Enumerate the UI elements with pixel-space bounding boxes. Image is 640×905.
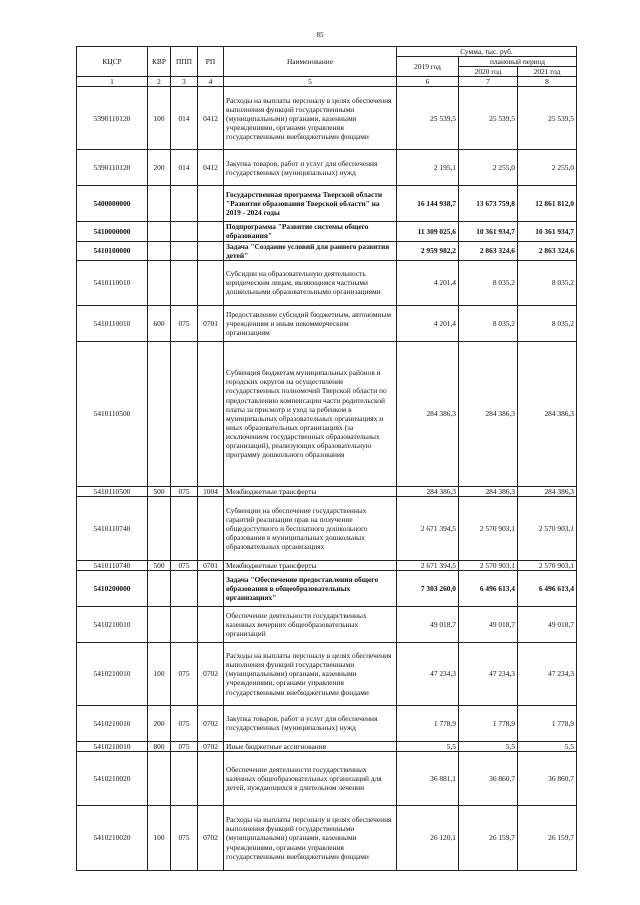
cell-sum-2020: 13 673 759,8 (459, 186, 518, 222)
cell-kvr: 200 (148, 705, 171, 741)
cell-name: Расходы на выплаты персоналу в целях обеспечения выполнения функций государственными (муниципальными) органами, казенными учреждениями, органами управления государственными внебюджетными фондами (224, 806, 397, 871)
cell-sum-2019: 284 386,3 (397, 486, 459, 496)
header-num: 7 (459, 77, 518, 87)
cell-rp (198, 752, 224, 806)
cell-name: Государственная программа Тверской области "Развитие образования Тверской области" на 2019 - 2024 годы (224, 186, 397, 222)
header-kcsr: КЦСР (77, 47, 148, 77)
cell-kvr: 100 (148, 806, 171, 871)
cell-sum-2021: 26 159,7 (518, 806, 577, 871)
cell-rp (198, 241, 224, 260)
cell-ppp (171, 260, 198, 305)
page-number: 85 (316, 31, 324, 39)
cell-sum-2020: 5,5 (459, 741, 518, 751)
cell-ppp (171, 752, 198, 806)
header-num: 8 (518, 77, 577, 87)
cell-sum-2020: 49 018,7 (459, 606, 518, 642)
cell-sum-2021: 2 863 324,6 (518, 241, 577, 260)
header-year-2021: 2021 год (518, 67, 577, 77)
cell-name: Подпрограмма "Развитие системы общего образования" (224, 222, 397, 241)
cell-rp: 0702 (198, 806, 224, 871)
cell-kcsr: 5410110500 (77, 341, 148, 486)
cell-name: Предоставление субсидий бюджетным, автономным учреждениям и иным некоммерческим организациям (224, 305, 397, 341)
cell-sum-2019: 1 778,9 (397, 705, 459, 741)
cell-sum-2019: 49 018,7 (397, 606, 459, 642)
cell-kvr (148, 241, 171, 260)
cell-sum-2021: 10 361 934,7 (518, 222, 577, 241)
table-row (77, 305, 577, 341)
cell-sum-2020: 2 863 324,6 (459, 241, 518, 260)
cell-sum-2019: 2 195,1 (397, 150, 459, 186)
cell-rp: 0701 (198, 560, 224, 570)
cell-kvr (148, 496, 171, 560)
cell-kvr (148, 341, 171, 486)
cell-sum-2021: 2 570 903,1 (518, 496, 577, 560)
cell-sum-2019: 26 120,1 (397, 806, 459, 871)
table-row (77, 241, 577, 260)
table-row (77, 560, 577, 570)
cell-sum-2019: 36 881,1 (397, 752, 459, 806)
cell-sum-2020: 284 386,3 (459, 486, 518, 496)
cell-sum-2021: 12 861 812,0 (518, 186, 577, 222)
cell-name: Субсидии на образовательную деятельность юридическим лицам, являющимся частными дошкольными образовательными организациями (224, 260, 397, 305)
table-row (77, 222, 577, 241)
header-ppp: ППП (171, 47, 198, 77)
cell-rp (198, 341, 224, 486)
cell-ppp: 014 (171, 87, 198, 150)
cell-ppp: 075 (171, 305, 198, 341)
table-row (77, 752, 577, 806)
header-year-2020: 2020 год (459, 67, 518, 77)
cell-ppp: 075 (171, 642, 198, 705)
cell-sum-2021: 284 386,3 (518, 341, 577, 486)
cell-ppp (171, 186, 198, 222)
cell-rp: 0702 (198, 642, 224, 705)
cell-rp: 0412 (198, 150, 224, 186)
cell-name: Субвенция бюджетам муниципальных районов и городских округов на осуществление государственных полномочий Тверской области по предоставлению компенсации части родительской платы за присмотр и уход за ребенком в муниципальных образовательных организациях и иных образовательных организациях (за исключением государственных образовательных организаций), реализующих образовательную программу дошкольного образования (224, 341, 397, 486)
cell-rp: 0702 (198, 741, 224, 751)
cell-ppp (171, 496, 198, 560)
cell-kvr (148, 222, 171, 241)
cell-sum-2021: 6 496 613,4 (518, 570, 577, 606)
cell-kcsr: 5410210010 (77, 705, 148, 741)
cell-ppp: 075 (171, 741, 198, 751)
cell-name: Закупка товаров, работ и услуг для обеспечения государственных (муниципальных) нужд (224, 150, 397, 186)
cell-sum-2021: 36 860,7 (518, 752, 577, 806)
cell-rp (198, 222, 224, 241)
header-plan-period: плановый период (459, 57, 577, 67)
table-row (77, 741, 577, 751)
cell-sum-2019: 47 234,3 (397, 642, 459, 705)
table-row (77, 186, 577, 222)
cell-sum-2020: 8 035,2 (459, 260, 518, 305)
cell-kvr: 100 (148, 642, 171, 705)
cell-sum-2020: 284 386,3 (459, 341, 518, 486)
cell-ppp: 075 (171, 560, 198, 570)
cell-kcsr: 5410210020 (77, 752, 148, 806)
cell-ppp: 075 (171, 486, 198, 496)
cell-sum-2021: 47 234,3 (518, 642, 577, 705)
cell-kcsr: 5410110500 (77, 486, 148, 496)
cell-ppp (171, 341, 198, 486)
cell-kcsr: 5410200000 (77, 570, 148, 606)
table-row (77, 260, 577, 305)
cell-rp (198, 260, 224, 305)
cell-name: Межбюджетные трансферты (224, 560, 397, 570)
cell-name: Задача "Обеспечение предоставления общего образования в общеобразовательных организациях" (224, 570, 397, 606)
cell-name: Иные бюджетные ассигнования (224, 741, 397, 751)
cell-rp: 0412 (198, 87, 224, 150)
cell-rp: 1004 (198, 486, 224, 496)
cell-ppp: 014 (171, 150, 198, 186)
cell-sum-2021: 2 255,0 (518, 150, 577, 186)
cell-kvr (148, 570, 171, 606)
cell-rp: 0701 (198, 305, 224, 341)
header-kvr: КВР (148, 47, 171, 77)
cell-kvr: 200 (148, 150, 171, 186)
cell-ppp (171, 606, 198, 642)
header-year-2019: 2019 год (397, 57, 459, 77)
cell-kcsr: 5410110740 (77, 560, 148, 570)
cell-sum-2020: 1 778,9 (459, 705, 518, 741)
cell-sum-2020: 26 159,7 (459, 806, 518, 871)
cell-sum-2020: 36 860,7 (459, 752, 518, 806)
cell-kcsr: 5410100000 (77, 241, 148, 260)
cell-name: Задача "Создание условий для раннего развития детей" (224, 241, 397, 260)
cell-sum-2021: 49 018,7 (518, 606, 577, 642)
table-row (77, 496, 577, 560)
cell-ppp (171, 570, 198, 606)
cell-kvr: 800 (148, 741, 171, 751)
cell-rp (198, 606, 224, 642)
cell-sum-2019: 2 959 982,2 (397, 241, 459, 260)
cell-sum-2021: 1 778,9 (518, 705, 577, 741)
cell-ppp (171, 241, 198, 260)
table-row (77, 606, 577, 642)
cell-sum-2019: 25 539,5 (397, 87, 459, 150)
cell-kvr: 500 (148, 486, 171, 496)
cell-sum-2019: 16 144 938,7 (397, 186, 459, 222)
cell-name: Расходы на выплаты персоналу в целях обеспечения выполнения функций государственными (муниципальными) органами, казенными учреждениями, органами управления государственными внебюджетными фондами (224, 87, 397, 150)
cell-kcsr: 5410000000 (77, 222, 148, 241)
cell-name: Расходы на выплаты персоналу в целях обеспечения выполнения функций государственными (муниципальными) органами, казенными учреждениями, органами управления государственными внебюджетными фондами (224, 642, 397, 705)
table-body (77, 87, 577, 871)
cell-sum-2020: 8 035,2 (459, 305, 518, 341)
cell-kvr (148, 606, 171, 642)
header-num: 4 (198, 77, 224, 87)
header-sum: Сумма, тыс. руб. (397, 47, 577, 57)
cell-sum-2021: 8 035,2 (518, 260, 577, 305)
cell-sum-2021: 8 035,2 (518, 305, 577, 341)
header-num: 2 (148, 77, 171, 87)
cell-sum-2020: 2 570 903,1 (459, 560, 518, 570)
cell-sum-2019: 4 201,4 (397, 260, 459, 305)
header-name: Наименование (224, 47, 397, 77)
cell-kcsr: 5410210010 (77, 741, 148, 751)
table-row (77, 150, 577, 186)
cell-rp: 0702 (198, 705, 224, 741)
cell-sum-2020: 25 539,5 (459, 87, 518, 150)
cell-kvr (148, 186, 171, 222)
cell-kcsr: 5410110010 (77, 260, 148, 305)
cell-name: Субвенции на обеспечение государственных гарантий реализации прав на получение общедоступного и бесплатного дошкольного образования в муниципальных дошкольных образовательных организациях (224, 496, 397, 560)
cell-sum-2020: 10 361 934,7 (459, 222, 518, 241)
cell-name: Обеспечение деятельности государственных казенных общеобразовательных организаций для детей, нуждающихся в длительном лечении (224, 752, 397, 806)
cell-sum-2019: 4 201,4 (397, 305, 459, 341)
header-num: 6 (397, 77, 459, 87)
cell-sum-2019: 5,5 (397, 741, 459, 751)
cell-sum-2020: 47 234,3 (459, 642, 518, 705)
cell-sum-2019: 284 386,3 (397, 341, 459, 486)
cell-ppp: 075 (171, 705, 198, 741)
cell-kcsr: 5410210010 (77, 606, 148, 642)
cell-kvr: 500 (148, 560, 171, 570)
table-row (77, 642, 577, 705)
cell-kvr (148, 260, 171, 305)
header-rp: РП (198, 47, 224, 77)
table-row (77, 570, 577, 606)
cell-kcsr: 5410110010 (77, 305, 148, 341)
table-row (77, 705, 577, 741)
table-row (77, 806, 577, 871)
table-row (77, 486, 577, 496)
cell-sum-2019: 2 671 394,5 (397, 560, 459, 570)
cell-ppp: 075 (171, 806, 198, 871)
cell-sum-2020: 6 496 613,4 (459, 570, 518, 606)
cell-name: Закупка товаров, работ и услуг для обеспечения государственных (муниципальных) нужд (224, 705, 397, 741)
cell-kcsr: 5400000000 (77, 186, 148, 222)
table-row (77, 87, 577, 150)
cell-sum-2020: 2 255,0 (459, 150, 518, 186)
cell-sum-2019: 7 303 260,0 (397, 570, 459, 606)
cell-sum-2020: 2 570 903,1 (459, 496, 518, 560)
cell-kvr: 600 (148, 305, 171, 341)
cell-kvr: 100 (148, 87, 171, 150)
cell-sum-2019: 2 671 394,5 (397, 496, 459, 560)
cell-kvr (148, 752, 171, 806)
cell-rp (198, 496, 224, 560)
header-num: 5 (224, 77, 397, 87)
budget-table (76, 46, 577, 871)
cell-sum-2019: 11 309 025,6 (397, 222, 459, 241)
cell-name: Межбюджетные трансферты (224, 486, 397, 496)
header-num: 1 (77, 77, 148, 87)
cell-sum-2021: 2 570 903,1 (518, 560, 577, 570)
cell-kcsr: 5410110740 (77, 496, 148, 560)
cell-kcsr: 5390110120 (77, 87, 148, 150)
header-num: 3 (171, 77, 198, 87)
cell-sum-2021: 25 539,5 (518, 87, 577, 150)
table-row (77, 341, 577, 486)
cell-rp (198, 570, 224, 606)
cell-sum-2021: 284 386,3 (518, 486, 577, 496)
cell-ppp (171, 222, 198, 241)
cell-kcsr: 5390110120 (77, 150, 148, 186)
cell-sum-2021: 5,5 (518, 741, 577, 751)
cell-kcsr: 5410210020 (77, 806, 148, 871)
cell-rp (198, 186, 224, 222)
cell-kcsr: 5410210010 (77, 642, 148, 705)
cell-name: Обеспечение деятельности государственных казенных вечерних общеобразовательных организаций (224, 606, 397, 642)
